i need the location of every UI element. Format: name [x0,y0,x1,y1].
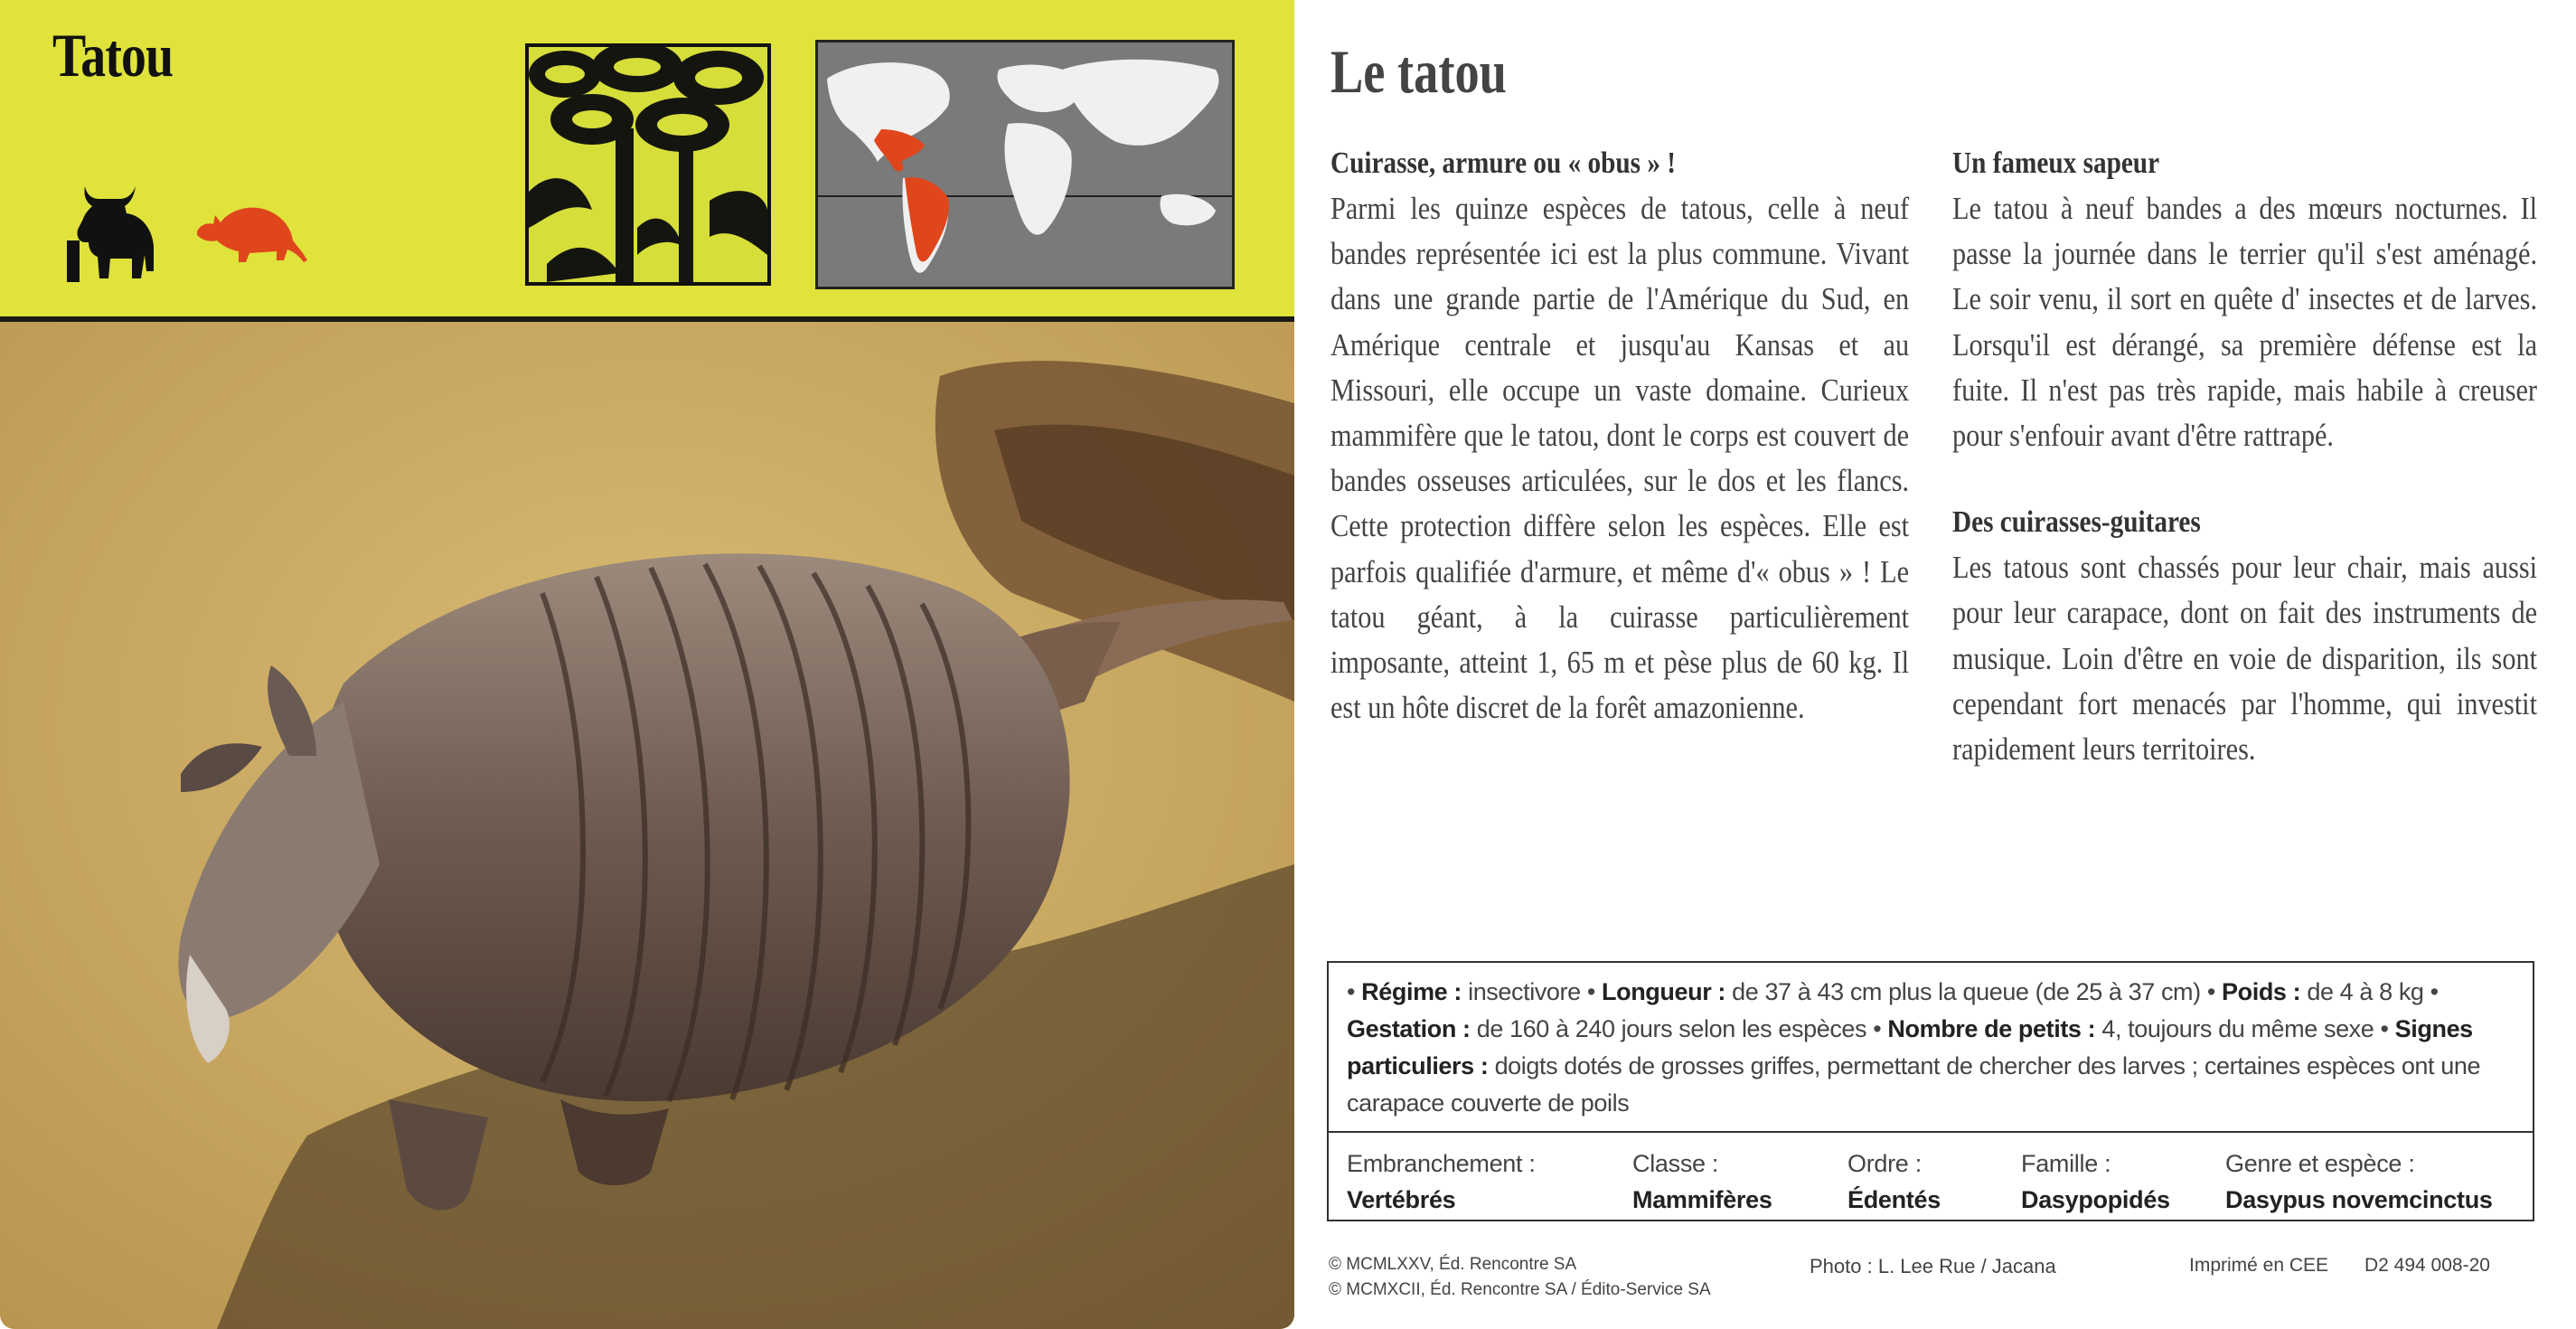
photo-credit: Photo : L. Lee Rue / Jacana [1810,1255,2056,1277]
section-body: Les tatous sont chassés pour leur chair, mais aussi pour leur carapace, dont on fait des instruments de musique. Loin d'être en voie de disparition, ils sont cependant fort menacés par l'homme, qui investit rapidement leurs territoires. [1952,550,2538,768]
cow-icon [60,177,159,286]
section-heading: Un fameux sapeur [1952,146,2160,180]
card-title: Tatou [52,21,174,90]
classification-embranchement: Embranchement : Vertébrés [1347,1150,1536,1213]
fact-value: de 160 à 240 jours selon les espèces [1476,1015,1867,1042]
fact-label: Longueur : [1602,978,1725,1005]
page-title: Le tatou [1330,37,1507,106]
fact-value: doigts dotés de grosses griffes, permettant de chercher des larves ; certaines espèces ont une carapace couverte de poils [1347,1052,2481,1117]
text-column-right [1952,141,2536,772]
forest-habitat-icon [525,43,771,286]
section-body: Le tatou à neuf bandes a des mœurs nocturnes. Il passe la journée dans le terrier qu'il s'est aménagé. Le soir venu, il sort en quête d' insectes et de larves. Lorsqu'il est dérangé, sa première défense est la fuite. Il n'est pas très rapide, mais habile à creuser pour s'enfouir avant d'être rattrapé. [1952,191,2538,454]
print-note: Imprimé en CEE [2189,1255,2329,1276]
armadillo-icon [193,197,309,269]
fact-label: Régime : [1361,978,1462,1005]
text-column-left [1330,141,1909,730]
card-reference: D2 494 008-20 [2364,1255,2490,1276]
fact-value: de 37 à 43 cm plus la queue (de 25 à 37 cm) [1732,978,2201,1005]
fact-value: insectivore [1468,978,1581,1005]
armadillo-photo [0,322,1294,1329]
fact-value: de 4 à 8 kg [2307,978,2424,1005]
section-heading: Cuirasse, armure ou « obus » ! [1330,146,1677,180]
section-body: Parmi les quinze espèces de tatous, celle à neuf bandes représentée ici est la plus commune. Vivant dans une grande partie de l'Amérique du Sud, en Amérique centrale et jusqu'au Kansas et au Missouri, elle occupe un vaste domaine. Curieux mammifère que le tatou, dont le corps est couvert de bandes osseuses articulées, sur le dos et les flancs. Cette protection diffère selon les espèces. Elle est parfois qualifiée d'armure, et même d'« obus » ! Le tatou géant, à la cuirasse particulièrement imposante, atteint 1, 65 m et pèse plus de 60 kg. Il est un hôte discret de la forêt amazonienne. [1330,191,1910,726]
classification-ordre: Ordre : Édentés [1847,1150,1941,1213]
facts-box [1327,961,2534,1221]
classification-classe: Classe : Mammifères [1632,1150,1772,1213]
world-map-icon [815,40,1235,289]
fact-value: 4, toujours du même sexe [2101,1015,2374,1042]
classification-famille: Famille : Dasypopidés [2021,1150,2170,1213]
fact-label: Nombre de petits : [1887,1015,2096,1042]
back-card [1302,0,2576,1329]
facts-text: • Régime : insectivore • Longueur : de 37 à 43 cm plus la queue (de 25 à 37 cm) • Poids : de 4 à 8 kg • Gestation : de 160 à 240 jours selon les espèces • Nombre de petits : 4, toujours du même sexe • Signes particuliers : doigts dotés de grosses griffes, permettant de chercher des larves ; certaines espèces ont une carapace couverte de poils [1329,963,2533,1133]
copyright-line-2: © MCMXCII, Éd. Rencontre SA / Édito-Service SA [1329,1280,1711,1299]
classification-genre-espece: Genre et espèce : Dasypus novemcinctus [2225,1150,2493,1213]
fact-label: Gestation : [1347,1015,1471,1042]
section-heading: Des cuirasses-guitares [1952,505,2201,540]
fact-label: Signes particuliers : [1347,1015,2473,1079]
fact-label: Poids : [2222,978,2301,1005]
copyright-line-1: © MCMLXXV, Éd. Rencontre SA [1329,1255,1577,1274]
classification-row [1329,1133,2533,1221]
